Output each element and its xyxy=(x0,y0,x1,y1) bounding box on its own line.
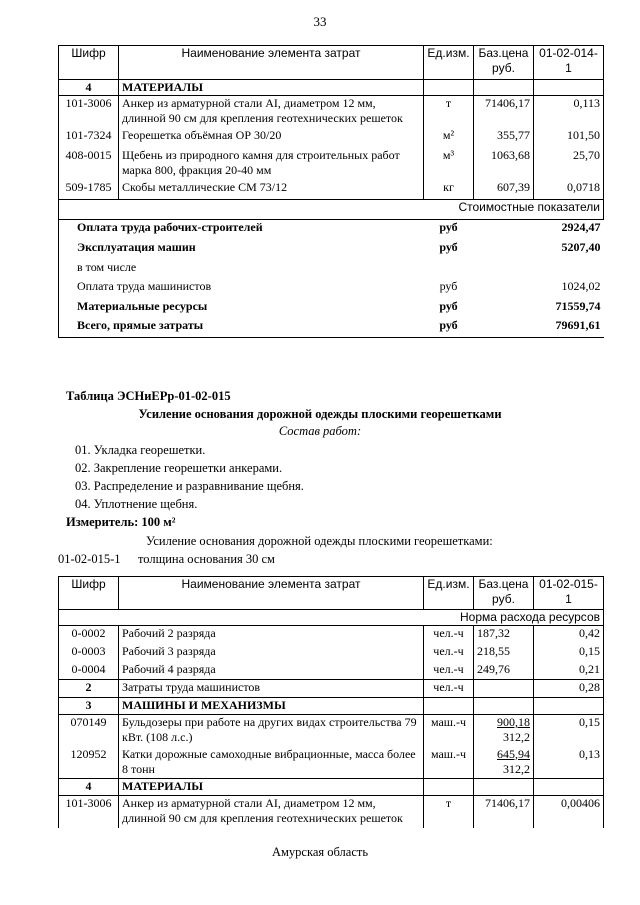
header-name: Наименование элемента затрат xyxy=(119,46,424,80)
header-unit: Ед.изм. xyxy=(424,46,474,80)
header-code: Шифр xyxy=(59,577,119,610)
table-row: 0-0004 Рабочий 4 разряда чел.-ч 249,76 0,21 xyxy=(59,662,604,680)
table-title: Таблица ЭСНиЕРр-01-02-015 xyxy=(66,389,231,403)
header-name: Наименование элемента затрат xyxy=(119,577,424,610)
header-price: Баз.цена руб. xyxy=(474,577,534,610)
table-header xyxy=(59,577,604,610)
norm-thickness: толщина основания 30 см xyxy=(138,552,275,566)
table-header xyxy=(59,46,604,80)
page-footer: Амурская область xyxy=(271,845,369,859)
table-row: 101-3006 Анкер из арматурной стали AI, диаметром 12 мм, длинной 90 см для крепления геотехнических решеток т 71406,17 0,113 xyxy=(59,96,604,128)
summary-row: Материальные ресурсы руб 71559,74 xyxy=(59,299,604,318)
work-item: 04. Уплотнение щебня. xyxy=(75,497,198,511)
work-item: 01. Укладка георешетки. xyxy=(75,443,206,457)
table-row: 509-1785 Скобы металлические СМ 73/12 кг 607,39 0,0718 xyxy=(59,180,604,200)
norm-description: Усиление основания дорожной одежды плоскими георешетками: xyxy=(146,534,493,548)
work-item: 03. Распределение и разравнивание щебня. xyxy=(75,479,304,493)
summary-row: в том числе xyxy=(59,260,604,279)
table-row: 0-0003 Рабочий 3 разряда чел.-ч 218,55 0,15 xyxy=(59,644,604,662)
table-row: 101-3006 Анкер из арматурной стали AI, диаметром 12 мм, длинной 90 см для крепления геотехнических решеток т 71406,17 0,00406 xyxy=(59,796,604,828)
section-row: 3 МАШИНЫ И МЕХАНИЗМЫ xyxy=(59,698,604,715)
header-price: Баз.цена руб. xyxy=(474,46,534,80)
summary-row: Оплата труда машинистов руб 1024,02 xyxy=(59,279,604,299)
work-item: 02. Закрепление георешетки анкерами. xyxy=(75,461,283,475)
page-number: 33 xyxy=(313,14,327,29)
table-row: 070149 Бульдозеры при работе на других видах строительства 79 кВт. (108 л.с.) маш.-ч 900,18 312,2 0,15 xyxy=(59,715,604,747)
header-norm: 01-02-014-1 xyxy=(534,46,604,80)
section-row: 4 МАТЕРИАЛЫ xyxy=(59,779,604,796)
table-row: 101-7324 Георешетка объёмная ОР 30/20 м² 355,77 101,50 xyxy=(59,128,604,148)
table-subtitle: Усиление основания дорожной одежды плоскими георешетками xyxy=(138,407,502,421)
header-code: Шифр xyxy=(59,46,119,80)
labor-row: 2 Затраты труда машинистов чел.-ч 0,28 xyxy=(59,680,604,698)
header-norm: 01-02-015-1 xyxy=(534,577,604,610)
section-row: 4 МАТЕРИАЛЫ xyxy=(59,80,604,96)
resource-table-2 xyxy=(58,576,604,828)
table-row: 0-0002 Рабочий 2 разряда чел.-ч 187,32 0,42 xyxy=(59,626,604,644)
summary-row: Оплата труда рабочих-строителей руб 2924,47 xyxy=(59,220,604,240)
meter: Измеритель: 100 м² xyxy=(66,515,176,529)
resource-table-1 xyxy=(58,45,604,338)
norm-code: 01-02-015-1 xyxy=(58,552,121,566)
table-row: 120952 Катки дорожные самоходные вибрационные, масса более 8 тонн маш.-ч 645,94 312,2 0,13 xyxy=(59,747,604,779)
composition-title: Состав работ: xyxy=(278,424,362,438)
header-unit: Ед.изм. xyxy=(424,577,474,610)
summary-row: Эксплуатация машин руб 5207,40 xyxy=(59,240,604,260)
norm-caption: Норма расхода ресурсов xyxy=(59,610,604,626)
summary-row: Всего, прямые затраты руб 79691,61 xyxy=(59,318,604,338)
table-row: 408-0015 Щебень из природного камня для строительных работ марка 800, фракция 20-40 мм м³ 1063,68 25,70 xyxy=(59,148,604,180)
cost-caption: Стоимостные показатели xyxy=(59,200,604,220)
